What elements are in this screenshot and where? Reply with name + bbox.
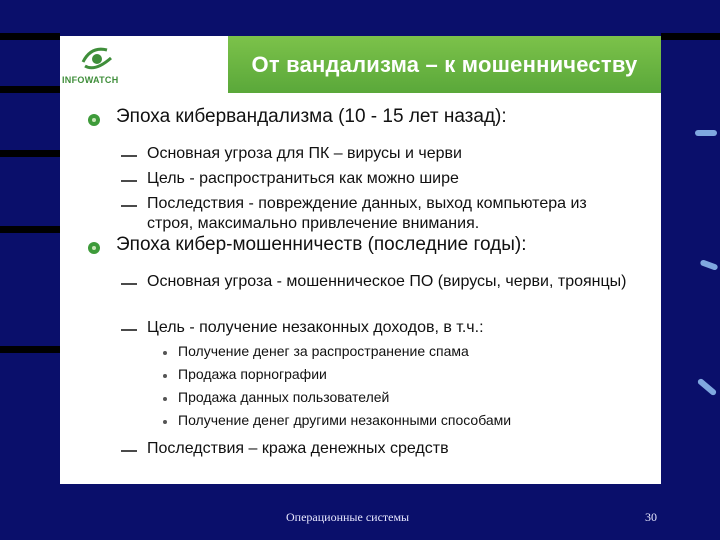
list-item: Эпоха кибервандализма (10 - 15 лет назад): — [116, 106, 507, 127]
bullet-icon — [88, 242, 100, 254]
list-bullet: Продажа порнографии — [178, 366, 327, 382]
footer-text: Операционные системы — [286, 510, 410, 524]
list-bullet: Продажа данных пользователей — [178, 389, 390, 405]
dash-icon — [121, 155, 137, 157]
dot-icon — [163, 351, 167, 355]
bullet-icon — [88, 114, 100, 126]
decor-stripe — [695, 130, 717, 136]
decor-stripe — [661, 33, 720, 40]
title-bar — [228, 36, 661, 93]
dot-icon — [163, 397, 167, 401]
decor-stripe — [0, 226, 60, 233]
dash-icon — [121, 329, 137, 331]
decor-stripe — [0, 150, 60, 157]
logo-text: INFOWATCH — [62, 75, 119, 85]
decor-stripe — [0, 33, 60, 40]
dot-icon — [163, 374, 167, 378]
list-subitem: Последствия – кража денежных средств — [147, 440, 449, 457]
decor-stripe — [0, 346, 60, 353]
dash-icon — [121, 283, 137, 285]
list-subitem: Основная угроза для ПК – вирусы и черви — [147, 145, 462, 162]
list-subitem: Последствия - повреждение данных, выход компьютера из строя, максимально привлечение внимания. — [147, 195, 587, 232]
list-subitem: Цель - распространиться как можно шире — [147, 170, 459, 187]
decor-stripe — [700, 259, 719, 271]
list-subitem: Цель - получение незаконных доходов, в т.ч.: — [147, 319, 484, 336]
dash-icon — [121, 205, 137, 207]
page-number: 30 — [645, 510, 657, 524]
list-item: Эпоха кибер-мошенничеств (последние годы): — [116, 234, 527, 255]
slide-header — [60, 36, 661, 93]
infowatch-logo — [62, 44, 132, 89]
decor-stripe — [697, 378, 718, 397]
list-bullet: Получение денег за распространение спама — [178, 343, 469, 359]
dash-icon — [121, 180, 137, 182]
list-bullet: Получение денег другими незаконными способами — [178, 412, 512, 428]
decor-stripe — [0, 86, 60, 93]
dot-icon — [163, 420, 167, 424]
list-subitem: Основная угроза - мошенническое ПО (вирусы, черви, троянцы) — [147, 273, 627, 290]
slide-title: От вандализма – к мошенничеству — [251, 51, 638, 77]
dash-icon — [121, 450, 137, 452]
eye-icon — [81, 44, 115, 74]
slide-panel — [60, 36, 661, 484]
